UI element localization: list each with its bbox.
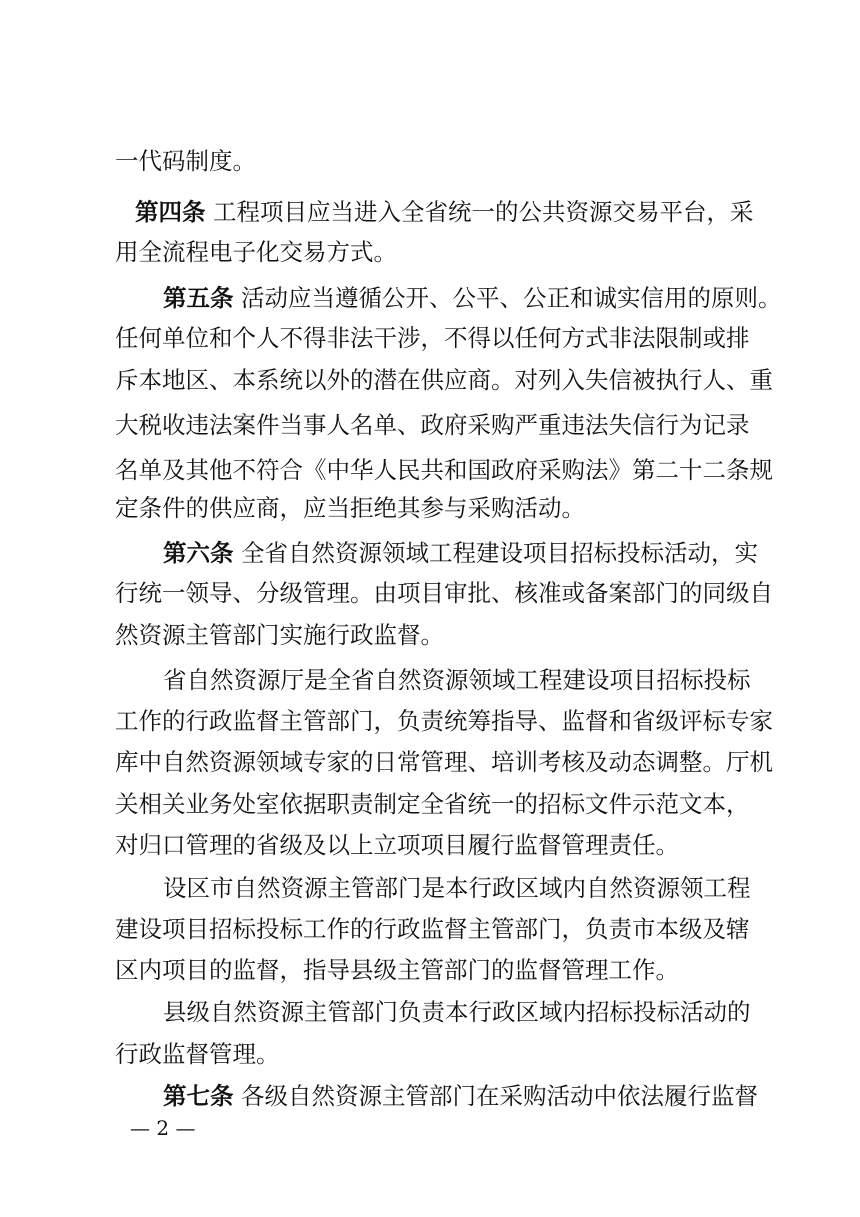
article-heading: 第四条: [135, 198, 206, 226]
text-line: 斥本地区、本系统以外的潜在供应商。对列入失信被执行人、重: [115, 366, 773, 394]
text-line: 区内项目的监督，指导县级主管部门的监督管理工作。: [115, 956, 679, 984]
text-line: 名单及其他不符合《中华人民共和国政府采购法》第二十二条规: [115, 456, 773, 484]
text-line: 关相关业务处室依据职责制定全省统一的招标文件示范文本，: [115, 790, 750, 818]
text-line: 库中自然资源领域专家的日常管理、培训考核及动态调整。厅机: [115, 748, 773, 776]
text-line: 工作的行政监督主管部门，负责统筹指导、监督和省级评标专家: [115, 707, 773, 735]
text-line: 第五条 活动应当遵循公开、公平、公正和诚实信用的原则。: [163, 284, 782, 312]
text-line: 大税收违法案件当事人名单、政府采购严重违法失信行为记录: [115, 411, 750, 439]
text-line: 第六条 全省自然资源领域工程建设项目招标投标活动，实: [163, 539, 758, 567]
text-line: 省自然资源厅是全省自然资源领域工程建设项目招标投标: [163, 666, 751, 694]
article-heading: 第五条: [163, 284, 234, 312]
text-line: 对归口管理的省级及以上立项项目履行监督管理责任。: [115, 831, 679, 859]
text-line: 定条件的供应商，应当拒绝其参与采购活动。: [115, 494, 585, 522]
text-line: 第七条 各级自然资源主管部门在采购活动中依法履行监督: [163, 1082, 758, 1110]
article-heading: 第六条: [163, 539, 234, 567]
text-line: 然资源主管部门实施行政监督。: [115, 621, 444, 649]
text-line: 行政监督管理。: [115, 1040, 280, 1068]
text-line: 设区市自然资源主管部门是本行政区域内自然资源领工程: [163, 874, 751, 902]
text-line: 第四条 工程项目应当进入全省统一的公共资源交易平台，采: [135, 198, 754, 226]
text-line: 用全流程电子化交易方式。: [115, 238, 397, 266]
text-line: 县级自然资源主管部门负责本行政区域内招标投标活动的: [163, 998, 751, 1026]
text-line: 建设项目招标投标工作的行政监督主管部门，负责市本级及辖: [115, 915, 750, 943]
text-line: 行统一领导、分级管理。由项目审批、核准或备案部门的同级自: [115, 579, 773, 607]
text-line: 一代码制度。: [115, 147, 256, 175]
page-number: — 2 —: [130, 1116, 196, 1140]
article-heading: 第七条: [163, 1082, 234, 1110]
text-line: 任何单位和个人不得非法干涉，不得以任何方式非法限制或排: [115, 324, 750, 352]
